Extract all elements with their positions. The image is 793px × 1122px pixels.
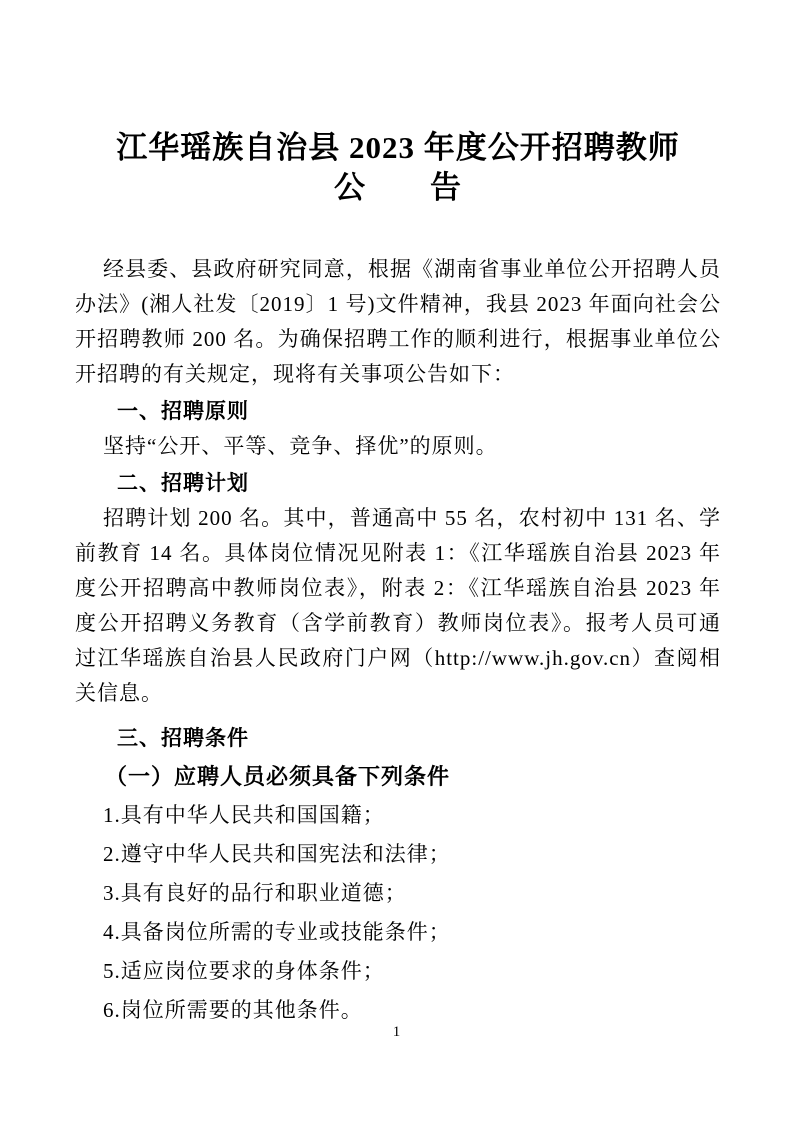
document-title <box>75 128 721 208</box>
title-line-2: 公 告 <box>334 170 462 205</box>
section-3-heading: 三、招聘条件 <box>117 727 249 750</box>
page-number: 1 <box>392 1024 401 1040</box>
document-content <box>75 128 721 1030</box>
section-1-heading: 一、招聘原则 <box>117 400 249 423</box>
section-1-text: 坚持“公开、平等、竞争、择优”的原则。 <box>103 434 498 458</box>
condition-item-2: 2.遵守中华人民共和国宪法和法律； <box>103 842 451 866</box>
condition-item-6: 6.岗位所需要的其他条件。 <box>103 998 363 1022</box>
section-2-text: 招聘计划 200 名。其中，普通高中 55 名，农村初中 131 名、学前教育 14 名。具体岗位情况见附表 1：《江华瑶族自治县 2023 年度公开招聘高中教师岗位表》，附表 2：《江华瑶族自治县 2023 年度公开招聘义务教育（含学前教育）教师岗位表》。报考人员可通过江华瑶族自治县人民政府门户网（http://www.jh.gov.cn）查阅相关信息。 <box>75 506 721 705</box>
condition-item-1: 1.具有中华人民共和国国籍； <box>103 803 385 827</box>
section-3-subheading: （一）应聘人员必须具备下列条件 <box>105 764 451 789</box>
condition-item-5: 5.适应岗位要求的身体条件； <box>103 959 385 983</box>
section-2-heading: 二、招聘计划 <box>117 472 249 495</box>
condition-item-3: 3.具有良好的品行和职业道德； <box>103 881 407 905</box>
title-line-1: 江华瑶族自治县 2023 年度公开招聘教师 <box>116 130 680 165</box>
condition-item-4: 4.具备岗位所需的专业或技能条件； <box>103 920 451 944</box>
intro-paragraph: 经县委、县政府研究同意，根据《湖南省事业单位公开招聘人员办法》(湘人社发〔2019〕1 号)文件精神，我县 2023 年面向社会公开招聘教师 200 名。为确保招聘工作的顺利进行，根据事业单位公开招聘的有关规定，现将有关事项公告如下： <box>75 257 721 386</box>
